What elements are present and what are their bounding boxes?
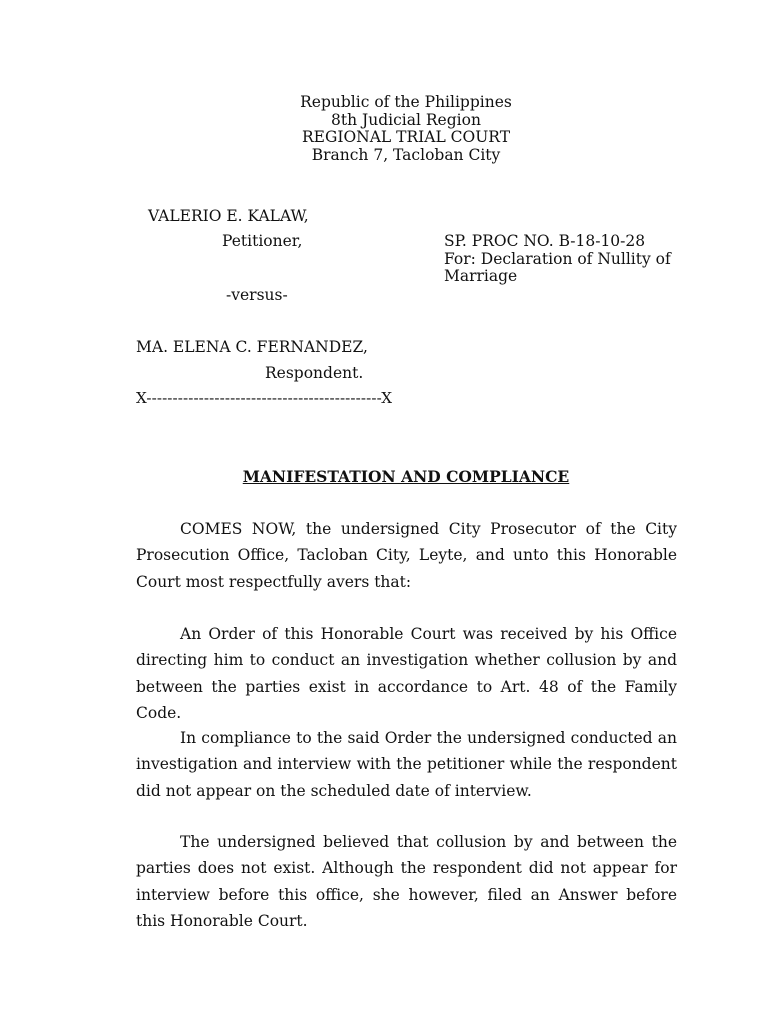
- court-header-line-4: Branch 7, Tacloban City: [311, 145, 501, 164]
- paragraph-4: The undersigned believed that collusion by and between the parties does not exist. Although the respondent did not appear for interview before this office, she however, filed an Answer before this Honorable Court.: [136, 833, 677, 930]
- court-header-line-2: 8th Judicial Region: [331, 110, 481, 129]
- versus-label: -versus-: [226, 286, 288, 304]
- case-nature-line-1: For: Declaration of Nullity of: [444, 250, 671, 268]
- court-header: [0, 94, 768, 164]
- petitioner-name: VALERIO E. KALAW,: [148, 207, 309, 225]
- paragraph-1: COMES NOW, the undersigned City Prosecutor of the City Prosecution Office, Tacloban City, Leyte, and unto this Honorable Court most respectfully avers that:: [136, 520, 677, 591]
- caption-separator: X---------------------------------------------X: [136, 389, 393, 407]
- petitioner-role: Petitioner,: [222, 232, 303, 250]
- document-title: MANIFESTATION AND COMPLIANCE: [242, 467, 570, 486]
- paragraph-2: An Order of this Honorable Court was received by his Office directing him to conduct an investigation whether collusion by and between the parties exist in accordance to Art. 48 of the Family Code.: [136, 625, 677, 722]
- paragraph-3: In compliance to the said Order the undersigned conducted an investigation and interview with the petitioner while the respondent did not appear on the scheduled date of interview.: [136, 729, 677, 800]
- case-number: SP. PROC NO. B-18-10-28: [444, 232, 646, 250]
- case-nature-line-2: Marriage: [444, 267, 518, 285]
- respondent-name: MA. ELENA C. FERNANDEZ,: [136, 338, 368, 356]
- court-header-line-3: REGIONAL TRIAL COURT: [301, 128, 511, 146]
- respondent-role: Respondent.: [265, 364, 364, 382]
- court-header-line-1: Republic of the Philippines: [300, 93, 512, 111]
